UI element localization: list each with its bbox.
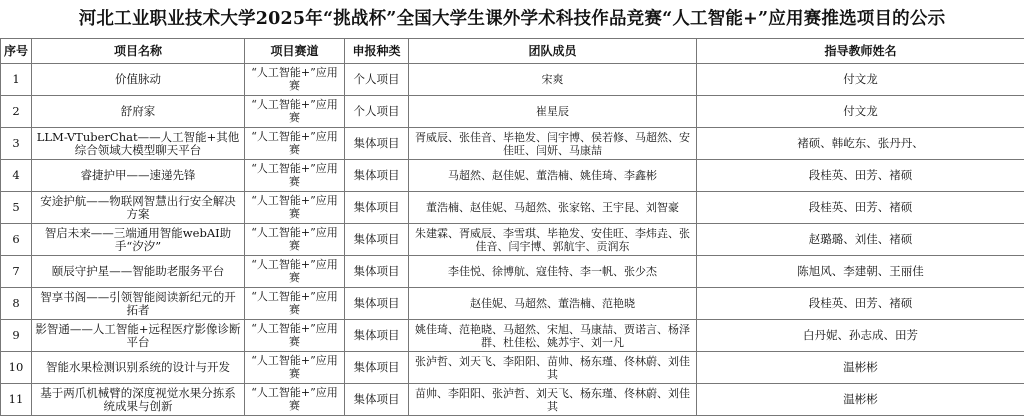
header-members: 团队成员 [409, 39, 697, 64]
table-row [1, 352, 1024, 384]
cell-track: “人工智能+”应用赛 [245, 256, 345, 288]
cell-teachers: 温彬彬 [697, 384, 1024, 416]
cell-type: 个人项目 [345, 64, 409, 96]
cell-type: 集体项目 [345, 320, 409, 352]
cell-name: 价值脉动 [32, 64, 245, 96]
cell-members: 胥威辰、张佳音、毕艳发、闫宇博、侯若修、马超然、安佳旺、闫妍、马康喆 [409, 128, 697, 160]
cell-name: 智享书阁——引领智能阅读新纪元的开拓者 [32, 288, 245, 320]
cell-teachers: 段桂英、田芳、褚硕 [697, 288, 1024, 320]
cell-track: “人工智能+”应用赛 [245, 160, 345, 192]
cell-members: 崔星辰 [409, 96, 697, 128]
cell-teachers: 赵璐璐、刘佳、褚硕 [697, 224, 1024, 256]
cell-members: 马超然、赵佳妮、董浩楠、姚佳琦、李鑫彬 [409, 160, 697, 192]
cell-no: 6 [1, 224, 32, 256]
cell-no: 11 [1, 384, 32, 416]
cell-name: 颐辰守护星——智能助老服务平台 [32, 256, 245, 288]
cell-no: 10 [1, 352, 32, 384]
cell-teachers: 陈旭风、李建朝、王丽佳 [697, 256, 1024, 288]
cell-name: 睿捷护甲——速递先锋 [32, 160, 245, 192]
table-row [1, 288, 1024, 320]
cell-no: 2 [1, 96, 32, 128]
cell-name: 安途护航——物联网智慧出行安全解决方案 [32, 192, 245, 224]
table-row [1, 256, 1024, 288]
cell-name: LLM-VTuberChat——人工智能+其他综合领域大模型聊天平台 [32, 128, 245, 160]
cell-track: “人工智能+”应用赛 [245, 192, 345, 224]
cell-type: 集体项目 [345, 192, 409, 224]
cell-type: 集体项目 [345, 128, 409, 160]
cell-teachers: 段桂英、田芳、褚硕 [697, 192, 1024, 224]
cell-track: “人工智能+”应用赛 [245, 128, 345, 160]
cell-type: 集体项目 [345, 160, 409, 192]
cell-type: 个人项目 [345, 96, 409, 128]
cell-track: “人工智能+”应用赛 [245, 288, 345, 320]
page-title: 河北工业职业技术大学2025年“挑战杯”全国大学生课外学术科技作品竞赛“人工智能+”应用赛推选项目的公示 [78, 9, 946, 29]
cell-teachers: 白丹妮、孙志成、田芳 [697, 320, 1024, 352]
cell-members: 张泸哲、刘天飞、李阳阳、苗帅、杨东瑾、佟林蔚、刘佳其 [409, 352, 697, 384]
cell-members: 苗帅、李阳阳、张泸哲、刘天飞、杨东瑾、佟林蔚、刘佳其 [409, 384, 697, 416]
table-row [1, 64, 1024, 96]
header-no: 序号 [1, 39, 32, 64]
cell-track: “人工智能+”应用赛 [245, 64, 345, 96]
cell-name: 影智通——人工智能+远程医疗影像诊断平台 [32, 320, 245, 352]
cell-no: 4 [1, 160, 32, 192]
cell-no: 7 [1, 256, 32, 288]
cell-type: 集体项目 [345, 224, 409, 256]
cell-members: 董浩楠、赵佳妮、马超然、张家铭、王宇昆、刘智豪 [409, 192, 697, 224]
table-row [1, 96, 1024, 128]
cell-track: “人工智能+”应用赛 [245, 320, 345, 352]
cell-name: 舒府家 [32, 96, 245, 128]
cell-members: 姚佳琦、范艳晓、马超然、宋旭、马康喆、贾诺言、杨泽群、杜佳松、姚苏宇、刘一凡 [409, 320, 697, 352]
cell-name: 智启未来——三端通用智能webAI助手“汐汐” [32, 224, 245, 256]
table-row [1, 384, 1024, 416]
cell-no: 3 [1, 128, 32, 160]
cell-teachers: 褚硕、韩屹东、张丹丹、 [697, 128, 1024, 160]
table-row [1, 192, 1024, 224]
header-track: 项目赛道 [245, 39, 345, 64]
header-teachers: 指导教师姓名 [697, 39, 1024, 64]
cell-track: “人工智能+”应用赛 [245, 224, 345, 256]
cell-no: 9 [1, 320, 32, 352]
cell-track: “人工智能+”应用赛 [245, 96, 345, 128]
project-table [0, 38, 1024, 416]
cell-type: 集体项目 [345, 288, 409, 320]
cell-members: 宋爽 [409, 64, 697, 96]
cell-name: 智能水果检测识别系统的设计与开发 [32, 352, 245, 384]
cell-no: 1 [1, 64, 32, 96]
cell-teachers: 付文龙 [697, 96, 1024, 128]
table-row [1, 224, 1024, 256]
header-name: 项目名称 [32, 39, 245, 64]
cell-teachers: 段桂英、田芳、褚硕 [697, 160, 1024, 192]
header-type: 申报种类 [345, 39, 409, 64]
cell-type: 集体项目 [345, 256, 409, 288]
table-header-row [1, 39, 1024, 64]
cell-name: 基于两爪机械臂的深度视觉水果分拣系统成果与创新 [32, 384, 245, 416]
cell-members: 赵佳妮、马超然、董浩楠、范艳晓 [409, 288, 697, 320]
table-row [1, 160, 1024, 192]
cell-type: 集体项目 [345, 352, 409, 384]
cell-teachers: 温彬彬 [697, 352, 1024, 384]
cell-track: “人工智能+”应用赛 [245, 384, 345, 416]
cell-members: 朱建霖、胥威辰、李雪琪、毕艳发、安佳旺、李炜垚、张佳音、闫宇博、郭航宇、贡润东 [409, 224, 697, 256]
cell-members: 李佳悦、徐博航、寇佳特、李一帆、张少杰 [409, 256, 697, 288]
cell-track: “人工智能+”应用赛 [245, 352, 345, 384]
cell-no: 5 [1, 192, 32, 224]
cell-teachers: 付文龙 [697, 64, 1024, 96]
cell-type: 集体项目 [345, 384, 409, 416]
table-row [1, 128, 1024, 160]
cell-no: 8 [1, 288, 32, 320]
table-row [1, 320, 1024, 352]
